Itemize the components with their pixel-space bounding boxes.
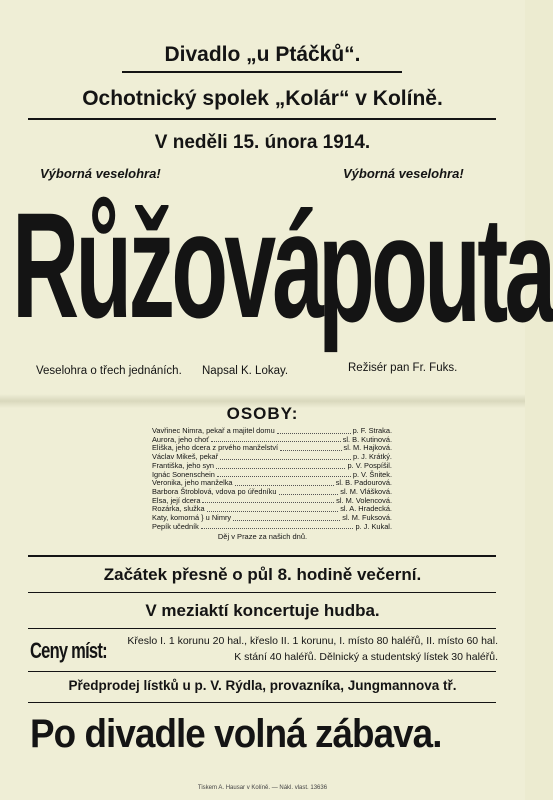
cast-row: Ignác Sonenschein p. V. Šnitek. — [152, 469, 392, 479]
divider — [28, 555, 496, 557]
after-party: Po divadle volná zábava. — [30, 712, 442, 756]
cast-heading: OSOBY: — [226, 404, 299, 423]
cast-row: Václav Mikeš, pekař p. J. Krátký. — [152, 452, 392, 462]
cast-row: Eliška, jeho dcera z prvého manželství sl. M. Hajková. — [152, 443, 392, 453]
performance-date: V neděli 15. února 1914. — [154, 132, 371, 153]
start-time: Začátek přesně o půl 8. hodině večerní. — [103, 565, 422, 584]
tagline-left: Výborná veselohra! — [40, 166, 161, 181]
cast-row: Elsa, její dcera sl. M. Volencová. — [152, 495, 392, 505]
author: Napsal K. Lokay. — [202, 365, 289, 377]
cast-row: Pepík učedník p. J. Kukal. — [152, 521, 392, 531]
cast-row: Rozárka, služka sl. A. Hradecká. — [152, 504, 392, 514]
cast-row: Vavřinec Nimra, pekař a majitel domu p. F. Straka. — [152, 426, 392, 435]
divider — [122, 71, 402, 73]
divider — [28, 118, 496, 120]
tagline-right: Výborná veselohra! — [343, 166, 464, 181]
cast-row: Katy, komorná } u Nimry sl. M. Fuksová. — [152, 513, 392, 523]
cast-list — [152, 427, 392, 531]
play-title-word2: pouta — [318, 185, 553, 353]
divider — [28, 592, 496, 593]
prices-label: Ceny míst: — [30, 638, 107, 663]
ticket-presale: Předprodej lístků u p. V. Rýdla, provazníka, Jungmannova tř. — [68, 678, 457, 693]
cast-row: Barbora Štroblová, vdova po úředníku sl. M. Vlášková. — [152, 486, 392, 496]
cast-row: Františka, jeho syn p. V. Pospíšil. — [152, 460, 392, 470]
divider — [28, 671, 496, 672]
cast-row: Veronika, jeho manželka sl. B. Padourová. — [152, 478, 392, 488]
printer-imprint: Tiskem A. Hausar v Kolíně. — Nákl. vlast. 13636 — [197, 785, 328, 791]
society-name: Ochotnický spolek „Kolár“ v Kolíně. — [82, 87, 443, 110]
genre: Veselohra o třech jednáních. — [36, 365, 182, 377]
divider — [28, 628, 496, 629]
cast-row: Aurora, jeho choť sl. B. Kutinová. — [152, 434, 392, 444]
theatre-name: Divadlo „u Ptáčků“. — [164, 43, 361, 66]
prices-line-2: K stání 40 haléřů. Dělnický a studentský lístek 30 haléřů. — [234, 651, 498, 663]
prices-line-1: Křeslo I. 1 korunu 20 hal., křeslo II. 1 korunu, I. místo 80 haléřů, II. místo 60 hal. — [127, 635, 498, 647]
divider — [28, 702, 496, 703]
play-title-word1: Růžová — [12, 181, 321, 349]
director: Režisér pan Fr. Fuks. — [348, 362, 458, 374]
play-setting: Děj v Praze za našich dnů. — [217, 532, 308, 541]
intermission-music: V meziaktí koncertuje hudba. — [145, 601, 380, 620]
